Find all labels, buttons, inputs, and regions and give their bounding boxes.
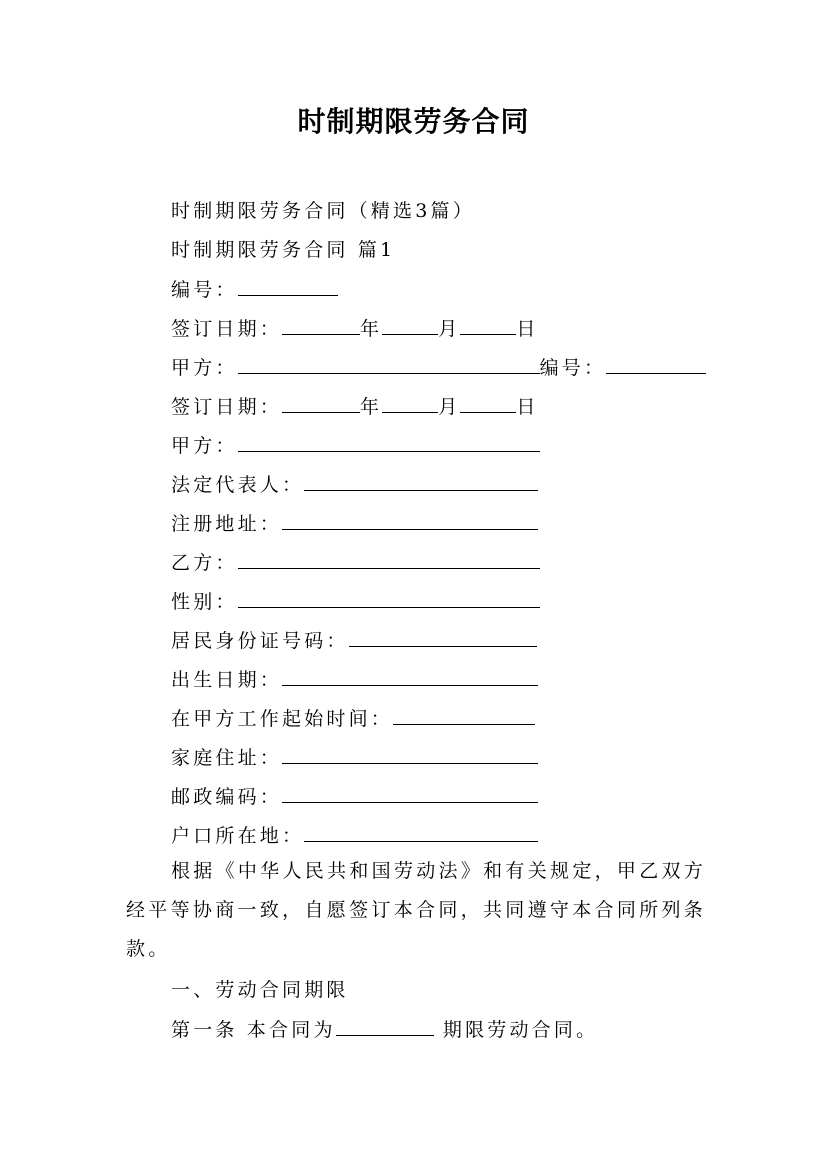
birth-date-label: 出生日期： bbox=[171, 669, 283, 691]
party-a-blank bbox=[238, 355, 540, 374]
postal-code-line bbox=[171, 784, 538, 809]
number-blank-2 bbox=[606, 355, 706, 374]
home-address-line bbox=[171, 745, 538, 770]
party-a-label: 甲方： bbox=[171, 357, 238, 379]
year-blank bbox=[282, 316, 360, 335]
day-label: 日 bbox=[516, 318, 539, 340]
gender-line bbox=[171, 589, 540, 614]
sign-date-label: 签订日期： bbox=[171, 318, 283, 340]
start-time-label: 在甲方工作起始时间： bbox=[171, 708, 394, 730]
sign-date-line bbox=[171, 316, 539, 341]
id-number-line bbox=[171, 628, 537, 653]
reg-address-line bbox=[171, 511, 538, 536]
birth-date-line bbox=[171, 667, 538, 692]
party-a-blank-2 bbox=[238, 433, 540, 452]
home-address-blank bbox=[282, 745, 538, 764]
number-blank bbox=[238, 277, 338, 296]
section-1-heading: 一、劳动合同期限 bbox=[171, 979, 349, 1001]
number-label: 编号： bbox=[171, 279, 238, 301]
postal-code-label: 邮政编码： bbox=[171, 786, 283, 808]
party-a-label-2: 甲方： bbox=[171, 435, 238, 457]
household-blank bbox=[304, 823, 538, 842]
legal-rep-blank bbox=[304, 472, 538, 491]
month-label-2: 月 bbox=[438, 396, 461, 418]
article-1-line bbox=[171, 1017, 598, 1042]
start-time-line bbox=[171, 706, 535, 731]
year-blank-2 bbox=[282, 394, 360, 413]
document-title: 时制期限劳务合同 bbox=[297, 105, 530, 138]
year-label-2: 年 bbox=[360, 396, 383, 418]
id-number-label: 居民身份证号码： bbox=[171, 630, 349, 652]
party-a-number-line bbox=[171, 355, 706, 380]
start-time-blank bbox=[393, 706, 535, 725]
birth-date-blank bbox=[282, 667, 538, 686]
sign-date-label-2: 签订日期： bbox=[171, 396, 283, 418]
party-b-label: 乙方： bbox=[171, 552, 238, 574]
postal-code-blank bbox=[282, 784, 538, 803]
gender-label: 性别： bbox=[171, 591, 238, 613]
number-label-2: 编号： bbox=[539, 357, 607, 379]
preamble-paragraph: 根据《中华人民共和国劳动法》和有关规定，甲乙双方经平等协商一致，自愿签订本合同，共同遵守本合同所列条款。 bbox=[126, 860, 706, 960]
month-blank-2 bbox=[382, 394, 438, 413]
day-blank bbox=[460, 316, 516, 335]
party-b-line bbox=[171, 550, 540, 575]
article-1-suffix: 期限劳动合同。 bbox=[433, 1019, 599, 1041]
legal-rep-line bbox=[171, 472, 538, 497]
id-number-blank bbox=[349, 628, 537, 647]
reg-address-blank bbox=[282, 511, 538, 530]
sign-date-line-2 bbox=[171, 394, 539, 419]
gender-blank bbox=[238, 589, 540, 608]
party-a-line bbox=[171, 433, 540, 458]
legal-rep-label: 法定代表人： bbox=[171, 474, 305, 496]
term-type-blank bbox=[336, 1017, 434, 1036]
article-1-prefix: 第一条 本合同为 bbox=[171, 1019, 336, 1041]
day-label-2: 日 bbox=[516, 396, 539, 418]
reg-address-label: 注册地址： bbox=[171, 513, 283, 535]
number-line bbox=[171, 277, 338, 302]
household-line bbox=[171, 823, 538, 848]
day-blank-2 bbox=[460, 394, 516, 413]
section-heading: 时制期限劳务合同 篇1 bbox=[171, 239, 396, 261]
subtitle-line: 时制期限劳务合同（精选3篇） bbox=[171, 200, 475, 222]
party-b-blank bbox=[238, 550, 540, 569]
year-label: 年 bbox=[360, 318, 383, 340]
month-blank bbox=[382, 316, 438, 335]
household-label: 户口所在地： bbox=[171, 825, 305, 847]
home-address-label: 家庭住址： bbox=[171, 747, 283, 769]
month-label: 月 bbox=[438, 318, 461, 340]
